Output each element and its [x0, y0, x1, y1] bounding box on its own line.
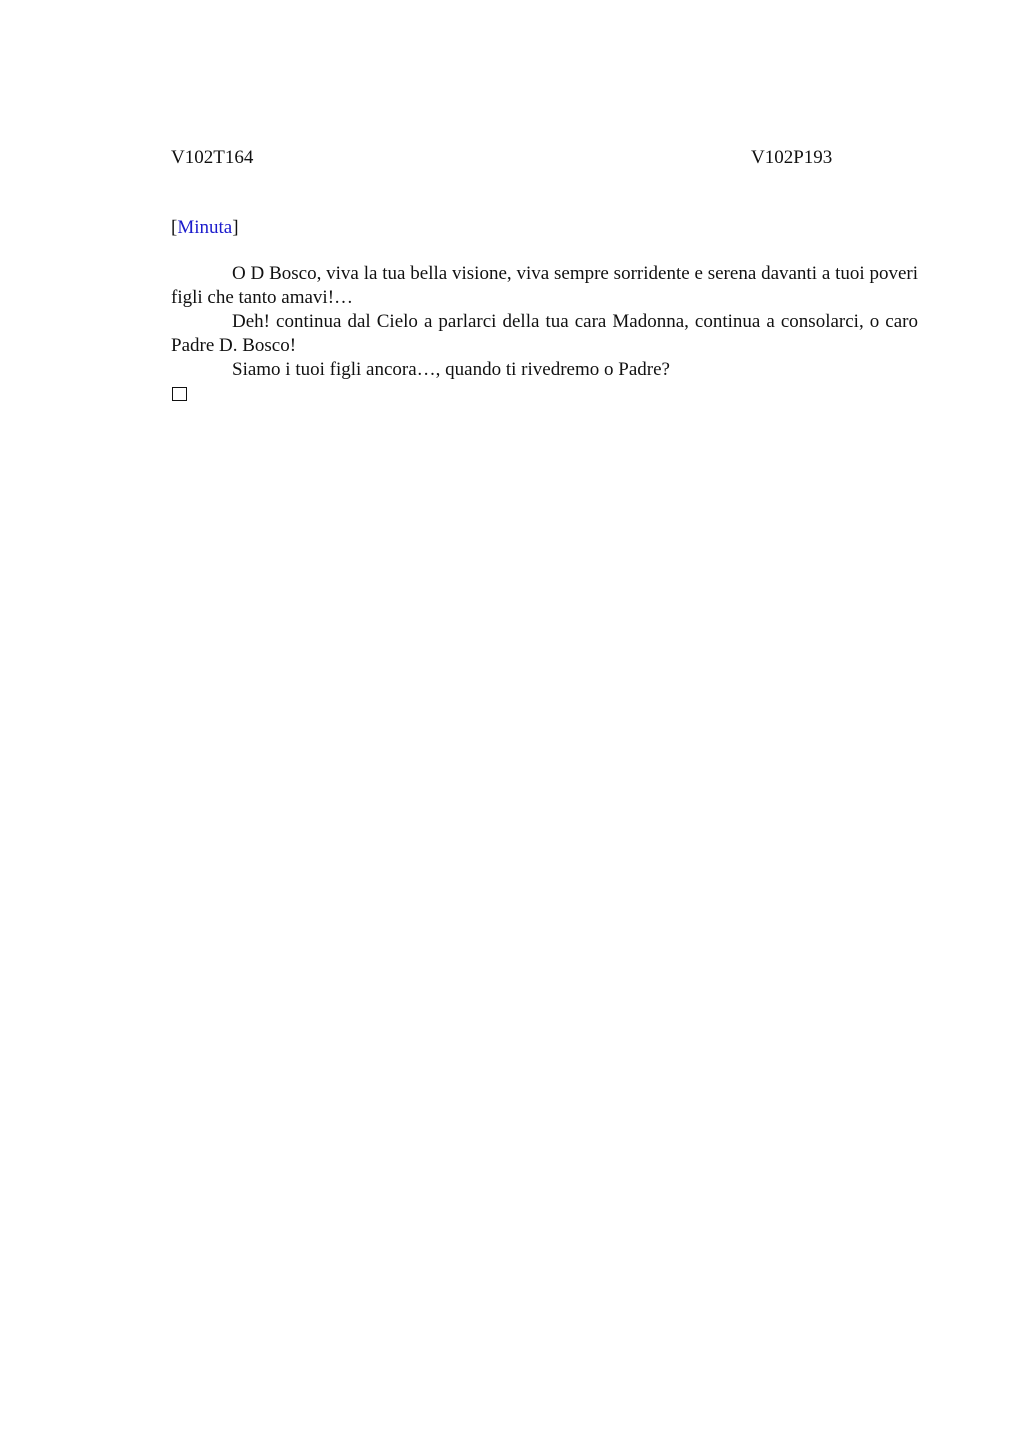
- text-code: V102T164: [171, 147, 254, 168]
- paragraph: Deh! continua dal Cielo a parlarci della tua cara Madonna, continua a consolarci, o caro Padre D. Bosco!: [171, 311, 918, 356]
- document-header: [171, 146, 918, 172]
- document-type: [171, 216, 918, 240]
- paragraph: Siamo i tuoi figli ancora…, quando ti rivedremo o Padre?: [232, 359, 670, 380]
- close-bracket: ]: [232, 217, 239, 238]
- paragraph: O D Bosco, viva la tua bella visione, viva sempre sorridente e serena davanti a tuoi poveri figli che tanto amavi!…: [171, 263, 918, 308]
- document-type-link[interactable]: Minuta: [177, 217, 233, 238]
- page-code: V102P193: [751, 147, 833, 168]
- square-outline-icon: [172, 387, 187, 401]
- document-page: [171, 146, 918, 401]
- document-body: [171, 262, 918, 401]
- open-bracket: [: [171, 217, 178, 238]
